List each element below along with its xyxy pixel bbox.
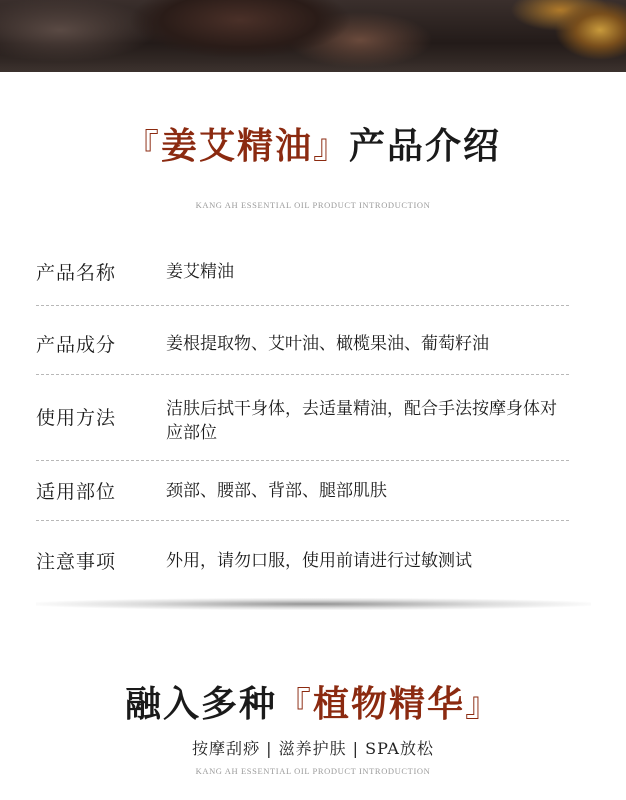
title-product-name: 姜艾精油	[160, 125, 313, 167]
product-intro-subtitle: KANG AH ESSENTIAL OIL PRODUCT INTRODUCTION	[195, 200, 431, 210]
section-divider-shadow	[36, 598, 591, 610]
product-intro-title	[0, 118, 626, 169]
title-bracket-close: 』	[313, 127, 349, 167]
info-row-body-parts	[36, 461, 569, 521]
info-value: 洁肤后拭干身体，去适量精油，配合手法按摩身体对应部位	[166, 399, 557, 443]
header-banner-image	[0, 0, 626, 72]
title-intro-text: 产品介绍	[349, 125, 502, 167]
info-label: 注意事项	[36, 551, 117, 573]
info-value: 姜艾精油	[166, 262, 234, 282]
plant-essence-title	[0, 676, 626, 727]
info-value: 颈部、腰部、背部、腿部肌肤	[166, 481, 387, 501]
product-info-table	[36, 234, 569, 591]
title-bracket-open: 『	[277, 685, 313, 725]
info-value: 姜根提取物、艾叶油、橄榄果油、葡萄籽油	[166, 334, 489, 354]
info-label: 使用方法	[36, 407, 117, 429]
info-label: 产品成分	[36, 334, 117, 356]
info-label: 适用部位	[36, 481, 117, 503]
info-label: 产品名称	[36, 262, 117, 284]
title-plain-text: 融入多种	[124, 683, 277, 725]
title-highlight: 植物精华	[313, 683, 466, 725]
title-bracket-open: 『	[124, 127, 161, 167]
plant-essence-subtitle: KANG AH ESSENTIAL OIL PRODUCT INTRODUCTION	[195, 766, 431, 776]
title-bracket-close: 』	[465, 685, 502, 725]
info-row-ingredients	[36, 306, 569, 375]
info-row-notes	[36, 521, 569, 591]
feature-tagline: 按摩刮痧 | 滋养护肤 | SPA放松	[192, 739, 434, 758]
info-row-name	[36, 234, 569, 306]
info-row-usage	[36, 375, 569, 461]
info-value: 外用，请勿口服，使用前请进行过敏测试	[166, 551, 472, 571]
